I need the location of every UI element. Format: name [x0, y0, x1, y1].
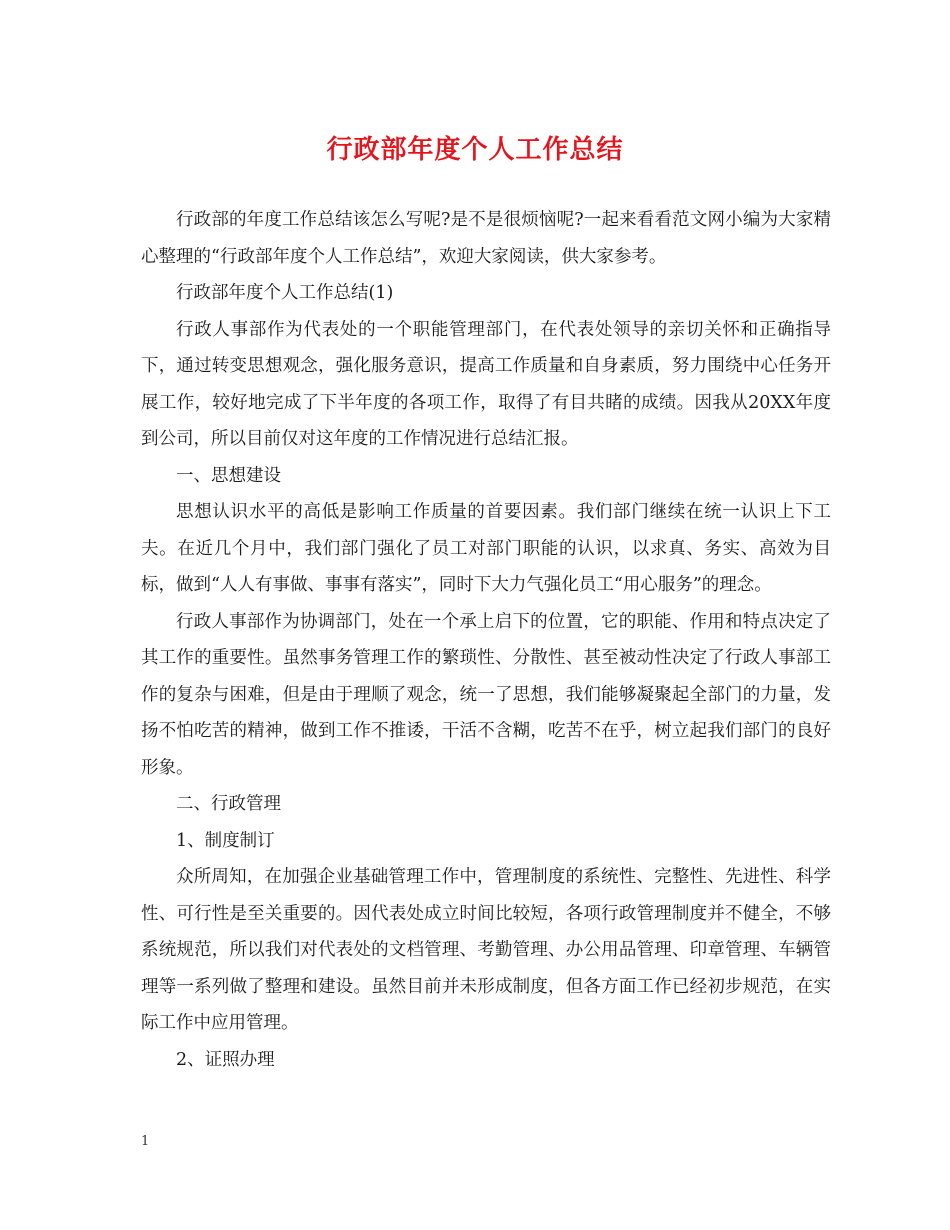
section-heading: 一、思想建设 [176, 465, 281, 486]
subsection-heading: 1、制度制订 [176, 830, 275, 851]
document-title: 行政部年度个人工作总结 [326, 135, 624, 165]
intro-paragraph: 行政部的年度工作总结该怎么写呢?是不是很烦恼呢?一起来看看范文网小编为大家精心整理的“行政部年度个人工作总结”，欢迎大家阅读，供大家参考。 [141, 210, 831, 267]
section-heading: 二、行政管理 [176, 794, 281, 814]
body-paragraph: 思想认识水平的高低是影响工作质量的首要因素。我们部门继续在统一认识上下工夫。在近几个月中，我们部门强化了员工对部门职能的认识，以求真、务实、高效为目标，做到“人人有事做、事事有落实”，同时下大力气强化员工“用心服务”的理念。 [141, 502, 831, 595]
page-number: 1 [141, 1134, 150, 1149]
body-paragraph: 众所周知，在加强企业基础管理工作中，管理制度的系统性、完整性、先进性、科学性、可行性是至关重要的。因代表处成立时间比较短，各项行政管理制度并不健全，不够系统规范，所以我们对代表处的文档管理、考勤管理、办公用品管理、印章管理、车辆管理等一系列做了整理和建设。虽然目前并未形成制度，但各方面工作已经初步规范，在实际工作中应用管理。 [141, 867, 831, 1033]
document-body [141, 202, 831, 1078]
section-subtitle: 行政部年度个人工作总结(1) [176, 283, 394, 303]
subsection-heading: 2、证照办理 [176, 1049, 275, 1070]
body-paragraph: 行政人事部作为代表处的一个职能管理部门，在代表处领导的亲切关怀和正确指导下，通过转变思想观念，强化服务意识，提高工作质量和自身素质，努力围绕中心任务开展工作，较好地完成了下半年度的各项工作，取得了有目共睹的成绩。因我从20XX年度到公司，所以目前仅对这年度的工作情况进行总结汇报。 [141, 319, 831, 449]
body-paragraph: 行政人事部作为协调部门，处在一个承上启下的位置，它的职能、作用和特点决定了其工作的重要性。虽然事务管理工作的繁琐性、分散性、甚至被动性决定了行政人事部工作的复杂与困难，但是由于理顺了观念，统一了思想，我们能够凝聚起全部门的力量，发扬不怕吃苦的精神，做到工作不推诿，干活不含糊，吃苦不在乎，树立起我们部门的良好形象。 [141, 611, 831, 778]
